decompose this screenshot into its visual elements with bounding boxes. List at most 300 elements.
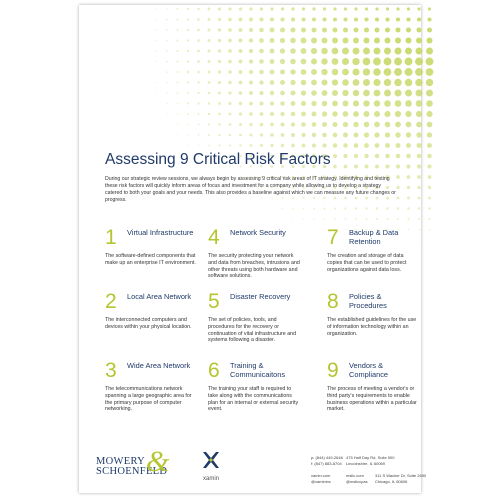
decorative-dot — [187, 60, 189, 62]
decorative-dot — [343, 133, 348, 138]
decorative-dot — [395, 27, 400, 32]
decorative-dot — [260, 7, 263, 10]
decorative-dot — [301, 59, 307, 65]
decorative-dot — [156, 19, 157, 20]
decorative-dot — [426, 58, 434, 66]
decorative-dot — [427, 122, 433, 128]
decorative-dot — [312, 17, 316, 21]
logo-line-1: MOWERY — [96, 456, 146, 467]
decorative-dot — [374, 27, 379, 32]
decorative-dot — [365, 7, 368, 10]
risk-factor-number: 2 — [105, 290, 117, 313]
decorative-dot — [228, 18, 232, 22]
decorative-dot — [345, 229, 346, 230]
decorative-dot — [321, 37, 327, 43]
decorative-dot — [145, 50, 146, 51]
decorative-dot — [218, 134, 220, 136]
risk-factor-heading: Wide Area Network — [127, 361, 191, 370]
decorative-dot — [177, 61, 179, 63]
decorative-dot — [407, 7, 410, 10]
decorative-dot — [311, 37, 317, 43]
decorative-dot — [208, 102, 211, 105]
decorative-dot — [208, 60, 211, 63]
contact-fax: f: (847) 883-8704 — [311, 461, 342, 466]
decorative-dot — [198, 134, 200, 136]
decorative-dot — [426, 100, 433, 107]
decorative-dot — [333, 143, 337, 147]
decorative-dot — [187, 50, 189, 52]
decorative-dot — [291, 122, 295, 126]
intro-paragraph: During our strategic review sessions, we always begin by assessing 9 critical risk areas of IT strategy. Identifying and testing these risk factors will quickly inform areas of focus and investment for a company while allowing us to develop a strategy catered to both your goals and your needs. This also provides a baseline against which we can measure any future changes or progress. — [105, 176, 396, 203]
decorative-dot — [260, 133, 263, 136]
decorative-dot — [428, 218, 430, 220]
decorative-dot — [343, 143, 348, 148]
decorative-dot — [417, 7, 420, 10]
logo-line-2: SCHOENFELD — [96, 466, 168, 477]
decorative-dot — [394, 79, 401, 86]
decorative-dot — [187, 103, 189, 105]
decorative-dot — [394, 89, 401, 96]
decorative-dot — [364, 143, 369, 148]
decorative-dot — [417, 143, 422, 148]
decorative-dot — [394, 58, 402, 66]
decorative-dot — [373, 58, 381, 66]
decorative-dot — [301, 112, 306, 117]
decorative-dot — [332, 48, 339, 55]
decorative-dot — [249, 17, 253, 21]
decorative-dot — [301, 90, 306, 95]
decorative-dot — [407, 186, 410, 189]
risk-factor-description: The established guidelines for the use of information technology within an organization. — [327, 317, 417, 337]
decorative-dot — [301, 122, 306, 127]
decorative-dot — [386, 218, 388, 220]
decorative-dot — [280, 101, 285, 106]
decorative-dot — [301, 17, 305, 21]
decorative-dot — [384, 68, 392, 76]
decorative-dot — [386, 7, 389, 10]
decorative-dot — [343, 101, 349, 107]
decorative-dot — [418, 218, 420, 220]
decorative-dot — [187, 113, 189, 115]
decorative-dot — [417, 154, 422, 159]
decorative-dot — [261, 208, 262, 209]
decorative-dot — [373, 68, 381, 76]
decorative-dot — [417, 175, 421, 179]
decorative-dot — [353, 27, 358, 32]
decorative-dot — [324, 218, 326, 220]
decorative-dot — [429, 239, 430, 240]
decorative-dot — [363, 68, 370, 75]
decorative-dot — [397, 218, 399, 220]
decorative-dot — [229, 134, 231, 136]
decorative-dot — [270, 70, 275, 75]
decorative-dot — [344, 207, 346, 209]
risk-factor-heading: Network Security — [230, 228, 286, 237]
decorative-dot — [270, 133, 274, 137]
decorative-dot — [415, 68, 423, 76]
decorative-dot — [322, 90, 328, 96]
decorative-dot — [427, 164, 431, 168]
decorative-dot — [324, 208, 326, 210]
decorative-dot — [197, 71, 200, 74]
decorative-dot — [426, 111, 432, 117]
decorative-dot — [239, 134, 242, 137]
decorative-dot — [342, 79, 349, 86]
decorative-dot — [239, 112, 242, 115]
decorative-dot — [249, 112, 252, 115]
decorative-dot — [385, 17, 389, 21]
decorative-dot — [249, 38, 253, 42]
decorative-dot — [229, 123, 232, 126]
decorative-dot — [218, 123, 220, 125]
decorative-dot — [301, 48, 307, 54]
decorative-dot — [353, 122, 358, 127]
decorative-dot — [333, 133, 338, 138]
decorative-dot — [259, 38, 264, 43]
decorative-dot — [177, 103, 179, 105]
decorative-dot — [363, 100, 369, 106]
decorative-dot — [334, 207, 336, 209]
decorative-dot — [385, 27, 390, 32]
decorative-dot — [218, 70, 221, 73]
risk-factor-heading: Virtual Infrastructure — [127, 228, 194, 237]
contact-phone-block — [311, 455, 343, 467]
decorative-dot — [355, 218, 357, 220]
decorative-dot — [415, 89, 422, 96]
decorative-dot — [280, 80, 285, 85]
decorative-dot — [355, 207, 357, 209]
decorative-dot — [322, 122, 327, 127]
decorative-dot — [429, 229, 431, 231]
decorative-dot — [197, 81, 199, 83]
decorative-dot — [197, 60, 200, 63]
decorative-dot — [280, 91, 285, 96]
decorative-dot — [187, 71, 189, 73]
decorative-dot — [406, 122, 412, 128]
decorative-dot — [363, 37, 369, 43]
decorative-dot — [249, 80, 253, 84]
decorative-dot — [395, 132, 400, 137]
decorative-dot — [405, 58, 413, 66]
decorative-dot — [352, 68, 359, 75]
decorative-dot — [427, 143, 432, 148]
decorative-dot — [292, 218, 293, 219]
contact-social[interactable]: @xamininc — [311, 479, 331, 484]
decorative-dot — [187, 81, 189, 83]
contact-phone: p: (844) 449-2646 — [311, 455, 343, 460]
decorative-dot — [395, 48, 402, 55]
decorative-dot — [365, 207, 367, 209]
decorative-dot — [313, 208, 315, 210]
decorative-dot — [353, 90, 360, 97]
logo-ampersand: & — [146, 445, 170, 478]
decorative-dot — [428, 197, 431, 200]
risk-factor-description: The set of policies, tools, and procedures for the recovery or continuation of vital infrastructure and systems following a disaster. — [208, 317, 297, 344]
decorative-dot — [187, 145, 188, 146]
decorative-dot — [228, 91, 231, 94]
decorative-dot — [208, 18, 211, 21]
decorative-dot — [332, 37, 338, 43]
decorative-dot — [385, 122, 391, 128]
decorative-dot — [353, 79, 360, 86]
risk-factor-description: The telecommunications network spanning a large geographic area for the primary purpose of computer networking. — [105, 386, 192, 413]
decorative-dot — [239, 91, 243, 95]
decorative-dot — [386, 207, 388, 209]
decorative-dot — [280, 27, 285, 32]
decorative-dot — [395, 122, 401, 128]
decorative-dot — [281, 133, 285, 137]
address-line: Lincolnshire, IL 60069 — [346, 461, 385, 466]
decorative-dot — [228, 102, 231, 105]
decorative-dot — [405, 48, 412, 55]
decorative-dot — [239, 49, 243, 53]
decorative-dot — [384, 100, 391, 107]
contact-website[interactable]: msllc.com — [346, 473, 364, 478]
decorative-dot — [407, 207, 409, 209]
decorative-dot — [363, 48, 370, 55]
decorative-dot — [342, 48, 349, 55]
decorative-dot — [405, 68, 413, 76]
decorative-dot — [280, 112, 284, 116]
decorative-dot — [321, 48, 328, 55]
risk-factor-heading: Training & Communicaitons — [230, 361, 286, 379]
decorative-dot — [332, 111, 337, 116]
decorative-dot — [364, 132, 369, 137]
decorative-dot — [302, 7, 305, 10]
decorative-dot — [418, 207, 420, 209]
decorative-dot — [270, 7, 273, 10]
decorative-dot — [260, 123, 264, 127]
decorative-dot — [363, 79, 370, 86]
decorative-dot — [280, 69, 285, 74]
decorative-dot — [407, 175, 411, 179]
decorative-dot — [322, 27, 327, 32]
decorative-dot — [208, 145, 210, 147]
decorative-dot — [166, 61, 168, 63]
decorative-dot — [395, 111, 401, 117]
decorative-dot — [280, 48, 285, 53]
decorative-dot — [187, 8, 189, 10]
decorative-dot — [291, 17, 295, 21]
decorative-dot — [290, 80, 295, 85]
decorative-dot — [156, 92, 157, 93]
decorative-dot — [260, 102, 264, 106]
decorative-dot — [396, 7, 399, 10]
decorative-dot — [249, 70, 253, 74]
decorative-dot — [197, 50, 200, 53]
decorative-dot — [427, 17, 431, 21]
decorative-dot — [376, 218, 378, 220]
decorative-dot — [427, 154, 432, 159]
decorative-dot — [354, 7, 357, 10]
decorative-dot — [197, 18, 200, 21]
decorative-dot — [208, 71, 211, 74]
decorative-dot — [208, 123, 210, 125]
decorative-dot — [197, 113, 199, 115]
decorative-dot — [322, 101, 328, 107]
decorative-dot — [218, 113, 221, 116]
decorative-dot — [290, 48, 296, 54]
contact-website[interactable]: xamin.com — [311, 473, 331, 478]
decorative-dot — [416, 37, 422, 43]
decorative-dot — [303, 218, 304, 219]
decorative-dot — [176, 50, 178, 52]
decorative-dot — [156, 82, 157, 83]
contact-address-block-1 — [346, 455, 394, 467]
decorative-dot — [332, 122, 337, 127]
decorative-dot — [366, 218, 368, 220]
decorative-dot — [353, 111, 359, 117]
decorative-dot — [270, 49, 275, 54]
decorative-dot — [332, 27, 337, 32]
decorative-dot — [373, 79, 380, 86]
decorative-dot — [259, 70, 263, 74]
decorative-dot — [249, 133, 252, 136]
decorative-dot — [364, 122, 370, 128]
decorative-dot — [219, 145, 221, 147]
decorative-dot — [145, 61, 146, 62]
decorative-dot — [282, 218, 283, 219]
decorative-dot — [374, 48, 381, 55]
decorative-dot — [208, 81, 211, 84]
decorative-dot — [176, 39, 178, 41]
decorative-dot — [405, 79, 412, 86]
decorative-dot — [345, 218, 347, 220]
decorative-dot — [218, 60, 221, 63]
decorative-dot — [427, 132, 432, 137]
decorative-dot — [239, 144, 241, 146]
decorative-dot — [228, 39, 232, 43]
decorative-dot — [218, 39, 221, 42]
decorative-dot — [166, 50, 168, 52]
decorative-dot — [197, 102, 199, 104]
risk-factor-heading: Policies & Procedures — [349, 292, 387, 310]
risk-factor-number: 8 — [327, 290, 339, 313]
decorative-dot — [426, 90, 433, 97]
decorative-dot — [145, 19, 146, 20]
contact-social[interactable]: @msllccpas — [346, 479, 368, 484]
decorative-dot — [406, 27, 411, 32]
decorative-dot — [228, 81, 231, 84]
decorative-dot — [166, 19, 168, 21]
decorative-dot — [321, 69, 327, 75]
decorative-dot — [291, 133, 295, 137]
decorative-dot — [281, 144, 284, 147]
risk-factor-heading: Local Area Network — [127, 292, 192, 301]
decorative-dot — [426, 48, 433, 55]
decorative-dot — [249, 91, 253, 95]
decorative-dot — [260, 144, 263, 147]
decorative-dot — [344, 7, 347, 10]
decorative-dot — [332, 69, 339, 76]
decorative-dot — [301, 38, 307, 44]
decorative-dot — [311, 69, 317, 75]
decorative-dot — [384, 111, 390, 117]
decorative-dot — [407, 197, 410, 200]
decorative-dot — [396, 17, 400, 21]
decorative-dot — [291, 101, 296, 106]
decorative-dot — [187, 29, 189, 31]
risk-factor-description: The security protecting your network and data from breaches, intrusions and other threats using both hardware and software solutions. — [208, 253, 300, 280]
decorative-dot — [364, 27, 369, 32]
decorative-dot — [259, 80, 263, 84]
decorative-dot — [384, 79, 391, 86]
decorative-dot — [406, 154, 411, 159]
xamin-logo — [196, 450, 226, 482]
decorative-dot — [363, 90, 370, 97]
decorative-dot — [311, 27, 316, 32]
address-line: 311 S Wacker Dr, Suite 2650 — [375, 473, 427, 478]
decorative-dot — [249, 102, 253, 106]
decorative-dot — [291, 144, 295, 148]
decorative-dot — [198, 124, 200, 126]
decorative-dot — [228, 60, 232, 64]
decorative-dot — [426, 68, 434, 76]
decorative-dot — [416, 132, 421, 137]
decorative-dot — [166, 71, 168, 73]
decorative-dot — [375, 7, 378, 10]
decorative-dot — [249, 28, 253, 32]
decorative-dot — [177, 8, 179, 10]
decorative-dot — [270, 123, 274, 127]
decorative-dot — [218, 7, 221, 10]
decorative-dot — [290, 27, 295, 32]
decorative-dot — [321, 58, 327, 64]
decorative-dot — [156, 8, 157, 9]
decorative-dot — [333, 7, 336, 10]
xamin-wordmark: xamin — [202, 476, 219, 482]
decorative-dot — [406, 132, 411, 137]
decorative-dot — [363, 58, 371, 66]
decorative-dot — [197, 8, 200, 11]
decorative-dot — [376, 207, 378, 209]
decorative-dot — [290, 38, 296, 44]
decorative-dot — [250, 144, 253, 147]
decorative-dot — [166, 29, 168, 31]
decorative-dot — [353, 37, 359, 43]
decorative-dot — [324, 229, 325, 230]
decorative-dot — [156, 71, 157, 72]
decorative-dot — [208, 8, 211, 11]
decorative-dot — [416, 48, 423, 55]
decorative-dot — [416, 122, 422, 128]
decorative-dot — [259, 91, 263, 95]
decorative-dot — [385, 143, 390, 148]
decorative-dot — [207, 28, 210, 31]
decorative-dot — [332, 90, 338, 96]
decorative-dot — [405, 111, 411, 117]
decorative-dot — [311, 111, 316, 116]
contact-web-block-msllc — [346, 473, 368, 485]
decorative-dot — [417, 186, 420, 189]
decorative-dot — [228, 70, 232, 74]
decorative-dot — [332, 101, 338, 107]
decorative-dot — [302, 144, 306, 148]
decorative-dot — [311, 58, 317, 64]
decorative-dot — [385, 132, 390, 137]
decorative-dot — [290, 59, 296, 65]
decorative-dot — [343, 17, 347, 21]
decorative-dot — [334, 218, 336, 220]
decorative-dot — [218, 28, 221, 31]
decorative-dot — [415, 58, 423, 66]
decorative-dot — [301, 101, 306, 106]
document-page — [79, 5, 427, 493]
risk-factor-description: The process of meeting a vendor's or third party's requirements to enable business operations within a particular market. — [327, 386, 417, 413]
decorative-dot — [156, 61, 157, 62]
decorative-dot — [417, 164, 421, 168]
decorative-dot — [311, 90, 317, 96]
